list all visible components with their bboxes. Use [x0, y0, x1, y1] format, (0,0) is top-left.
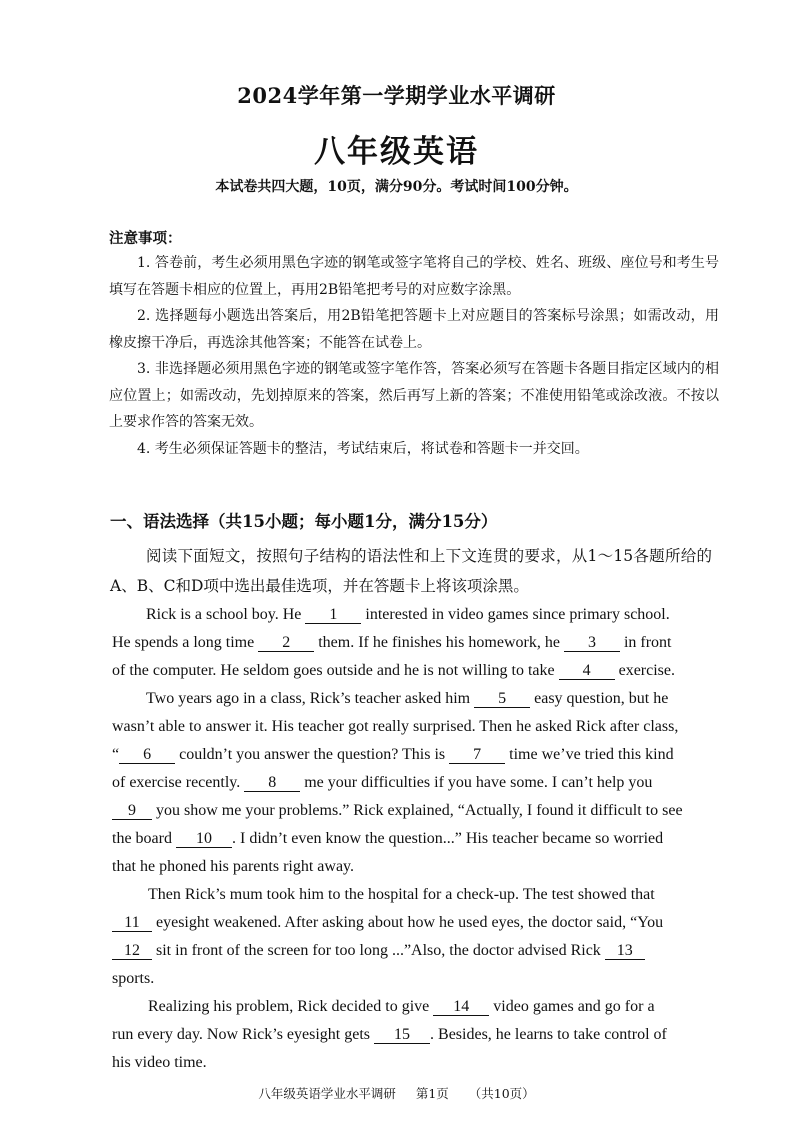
answer-blank: 12	[112, 942, 152, 960]
passage-line: sports.	[112, 970, 155, 987]
answer-blank: 2	[258, 634, 314, 652]
passage-line: 11 eyesight weakened. After asking about how he used eyes, the doctor said, “You	[112, 914, 712, 932]
answer-blank: 13	[605, 942, 645, 960]
answer-blank: 1	[305, 606, 361, 624]
answer-blank: 6	[119, 746, 175, 764]
passage-line: Two years ago in a class, Rick’s teacher asked him 5 easy question, but he	[146, 690, 669, 707]
passage-line: of the computer. He seldom goes outside and he is not willing to take 4 exercise.	[112, 662, 675, 679]
answer-blank: 3	[564, 634, 620, 652]
notice-heading: 注意事项：	[109, 230, 182, 247]
notice-item: 4. 考生必须保证答题卡的整洁，考试结束后，将试卷和答题卡一并交回。	[137, 441, 589, 457]
notice-item: 3. 非选择题必须用黑色字迹的钢笔或签字笔作答，答案必须写在答题卡各题目指定区域内的相应位置上；如需改动，先划掉原来的答案，然后再写上新的答案；不准使用铅笔或涂改液。不按以上要求作答的答案无效。	[109, 361, 719, 430]
answer-blank: 9	[112, 802, 152, 820]
passage-line: 12 sit in front of the screen for too long ...”Also, the doctor advised Rick 13	[112, 942, 712, 960]
answer-blank: 11	[112, 914, 152, 932]
notice-item: 1. 答卷前，考生必须用黑色字迹的钢笔或签字笔将自己的学校、姓名、班级、座位号和考生号填写在答题卡相应的位置上，再用2B铅笔把考号的对应数字涂黑。	[109, 255, 719, 298]
passage-line: He spends a long time 2 them. If he finishes his homework, he 3 in front	[112, 634, 672, 651]
passage-line: wasn’t able to answer it. His teacher got really surprised. Then he asked Rick after class,	[112, 718, 679, 735]
passage-line: “ 6 couldn’t you answer the question? This is 7 time we’ve tried this kind	[112, 746, 674, 763]
exam-title: 2024学年第一学期学业水平调研	[237, 83, 556, 108]
answer-blank: 15	[374, 1026, 430, 1044]
passage-line: of exercise recently. 8 me your difficulties if you have some. I can’t help you	[112, 774, 653, 791]
exam-info: 本试卷共四大题，10页，满分90分。考试时间100分钟。	[215, 179, 578, 195]
passage-line: Realizing his problem, Rick decided to give 14 video games and go for a	[148, 998, 655, 1015]
passage-line: run every day. Now Rick’s eyesight gets 15 . Besides, he learns to take control of	[112, 1026, 667, 1043]
passage-line: his video time.	[112, 1054, 207, 1071]
section-heading: 一、语法选择（共15小题；每小题1分，满分15分）	[110, 512, 498, 531]
notice-item: 2. 选择题每小题选出答案后，用2B铅笔把答题卡上对应题目的答案标号涂黑；如需改动，用橡皮擦干净后，再选涂其他答案；不能答在试卷上。	[109, 308, 719, 351]
subject-title: 八年级英语	[314, 134, 479, 170]
passage-line: Rick is a school boy. He 1 interested in video games since primary school.	[146, 606, 670, 623]
answer-blank: 10	[176, 830, 232, 848]
answer-blank: 14	[433, 998, 489, 1016]
answer-blank: 7	[449, 746, 505, 764]
passage-line: 9 you show me your problems.” Rick explained, “Actually, I found it difficult to see	[112, 802, 712, 820]
passage-line: that he phoned his parents right away.	[112, 858, 355, 875]
page-number: 第1页	[415, 1086, 449, 1101]
page-total: （共10页）	[468, 1086, 535, 1101]
footer-title: 八年级英语学业水平调研	[258, 1086, 396, 1101]
section-instructions: 阅读下面短文，按照句子结构的语法性和上下文连贯的要求，从1～15各题所给的A、B、C和D项中选出最佳选项，并在答题卡上将该项涂黑。	[110, 547, 712, 595]
answer-blank: 4	[559, 662, 615, 680]
page-footer	[0, 1084, 793, 1102]
answer-blank: 8	[244, 774, 300, 792]
passage-line: the board 10 . I didn’t even know the question...” His teacher became so worried	[112, 830, 664, 847]
passage-line: Then Rick’s mum took him to the hospital for a check-up. The test showed that	[148, 886, 655, 903]
answer-blank: 5	[474, 690, 530, 708]
